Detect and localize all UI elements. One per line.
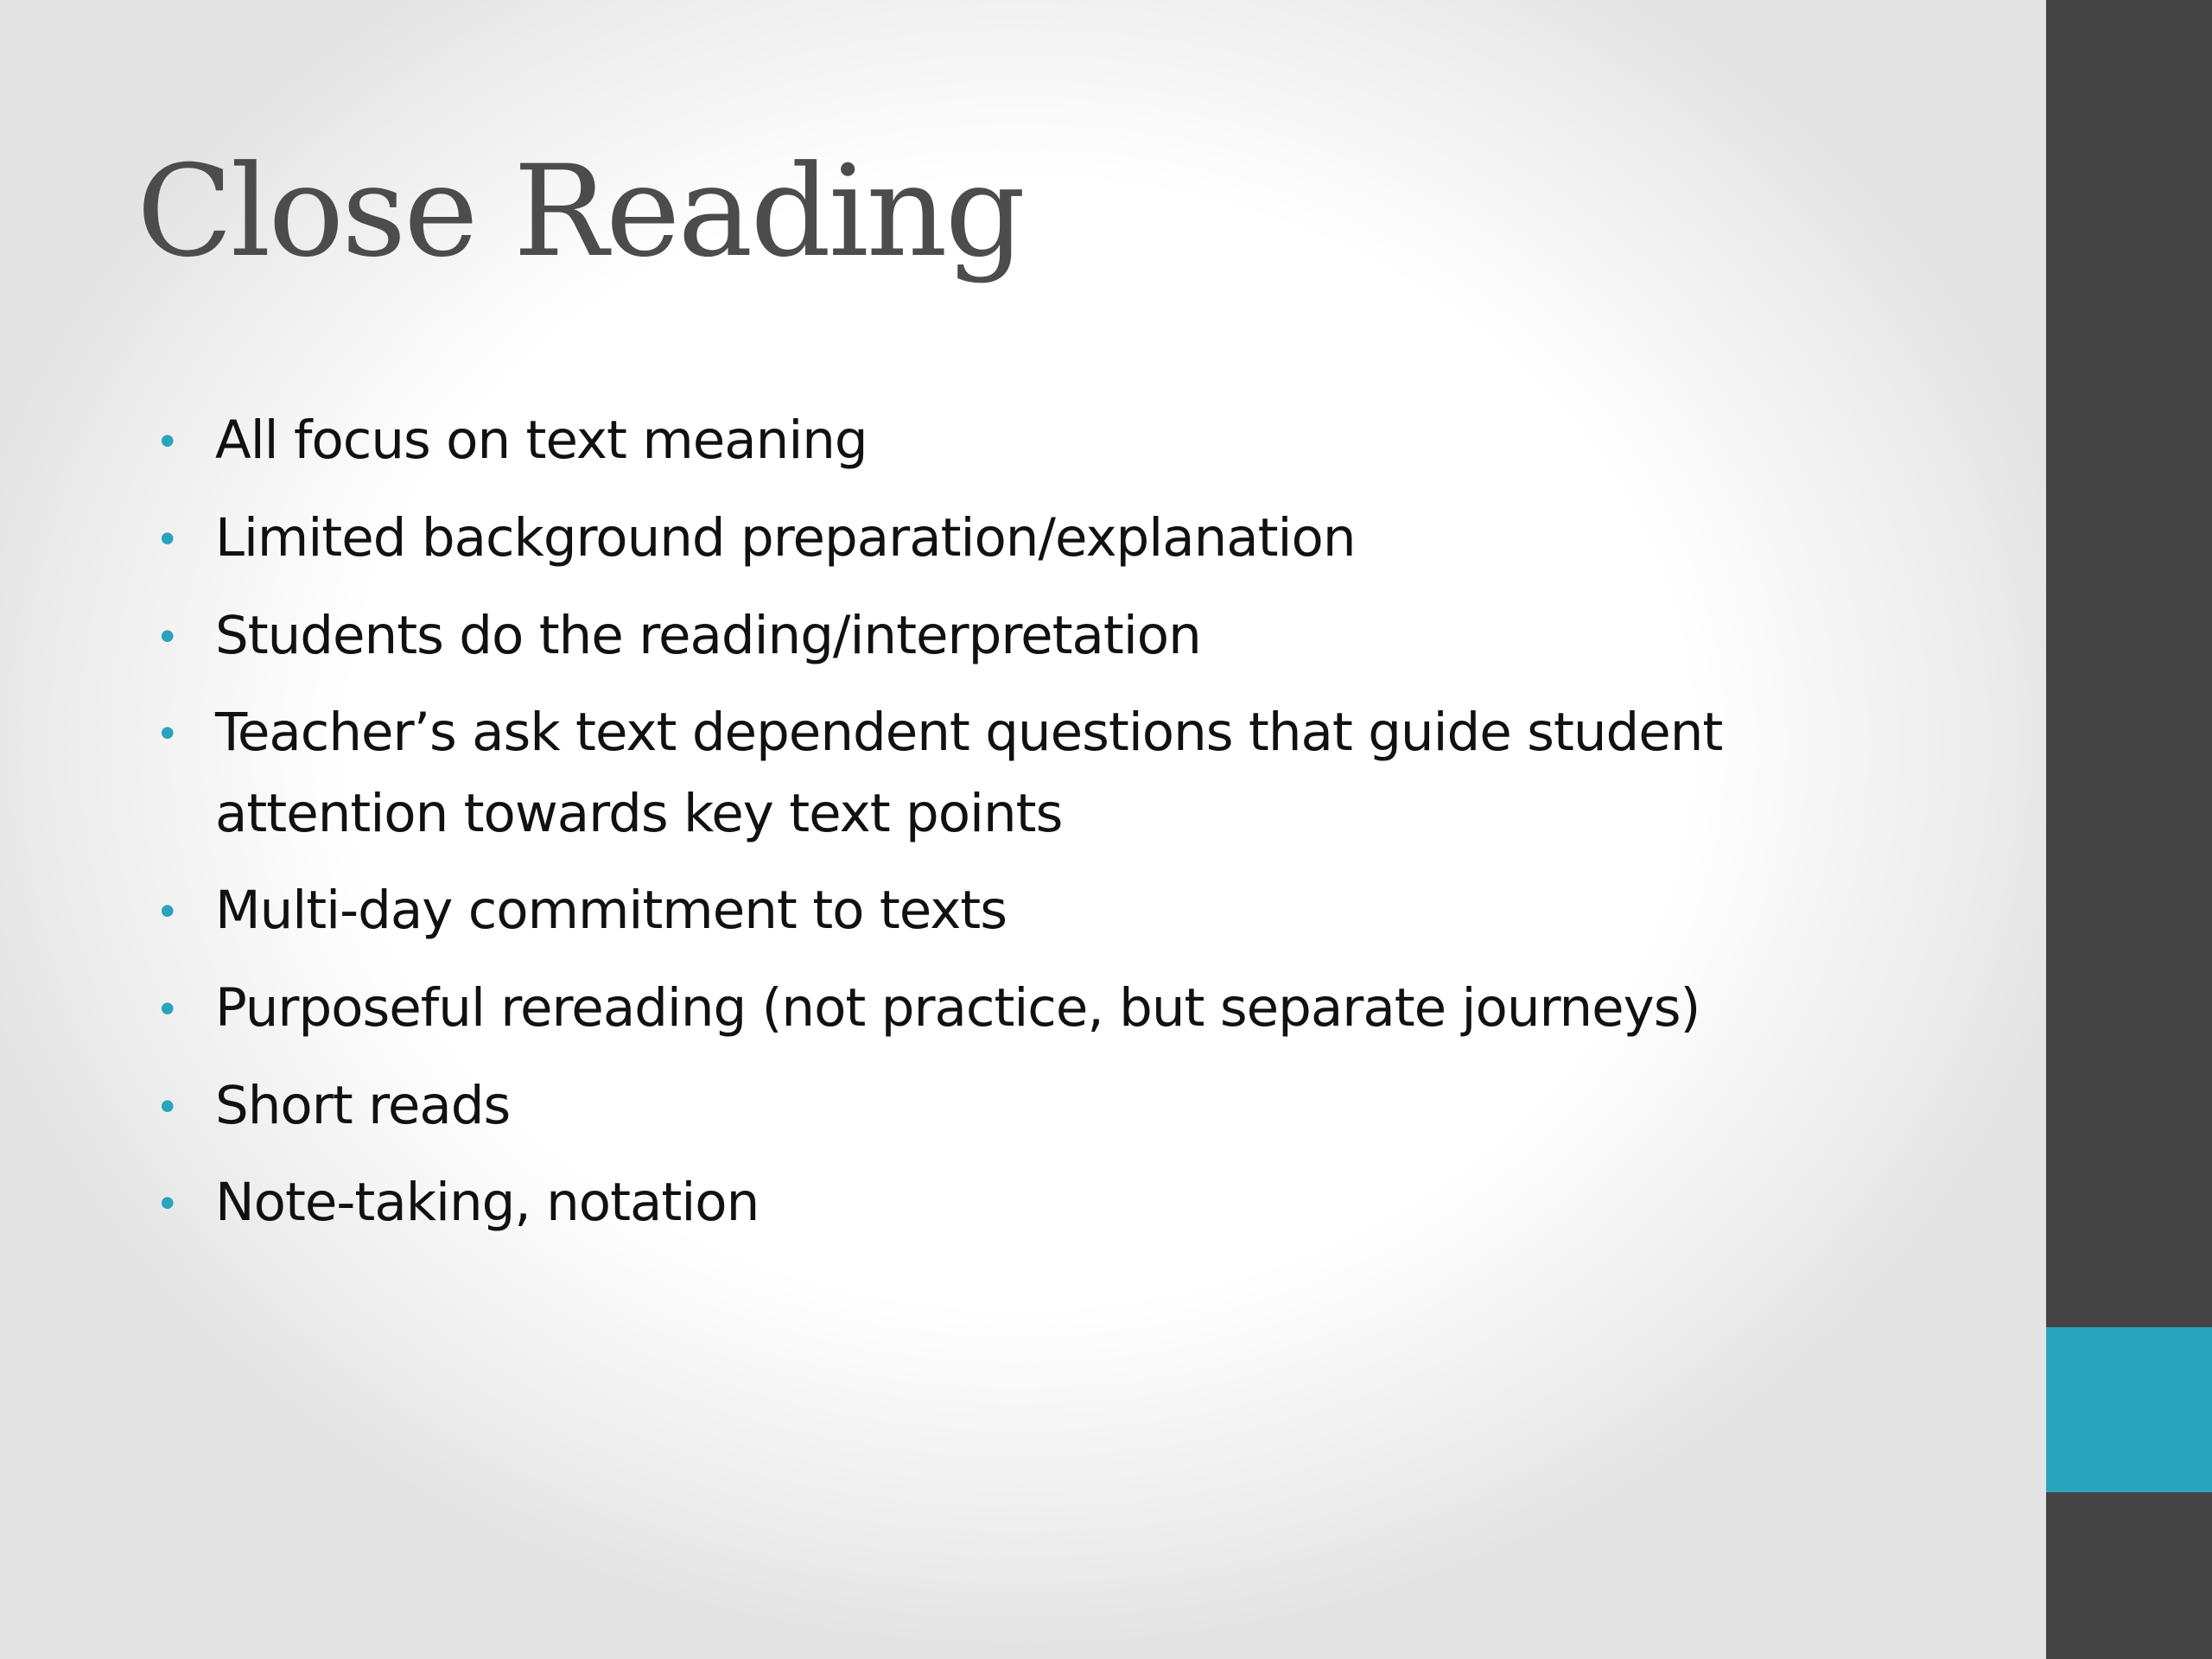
- bullet-text: Purposeful rereading (not practice, but separate journeys): [215, 977, 1700, 1039]
- bullet-icon: •: [160, 1179, 175, 1227]
- bullet-icon: •: [160, 612, 175, 660]
- bullet-text: Short reads: [215, 1075, 511, 1136]
- slide-title: Close Reading: [137, 138, 1024, 285]
- bullet-icon: •: [160, 709, 175, 757]
- side-accent-block: [2046, 1327, 2212, 1492]
- bullet-text: All focus on text meaning: [215, 410, 868, 471]
- bullet-text: Students do the reading/interpretation: [215, 605, 1201, 666]
- bullet-icon: •: [160, 514, 175, 563]
- bullet-icon: •: [160, 887, 175, 935]
- bullet-text: Multi-day commitment to texts: [215, 880, 1007, 941]
- bullet-icon: •: [160, 1082, 175, 1130]
- bullet-text: Teacher’s ask text dependent questions that guide student attention towards key text points: [215, 702, 1723, 844]
- bullet-text: Note-taking, notation: [215, 1172, 760, 1233]
- bullet-icon: •: [160, 416, 175, 465]
- bullet-icon: •: [160, 984, 175, 1033]
- bullet-text: Limited background preparation/explanation: [215, 507, 1356, 569]
